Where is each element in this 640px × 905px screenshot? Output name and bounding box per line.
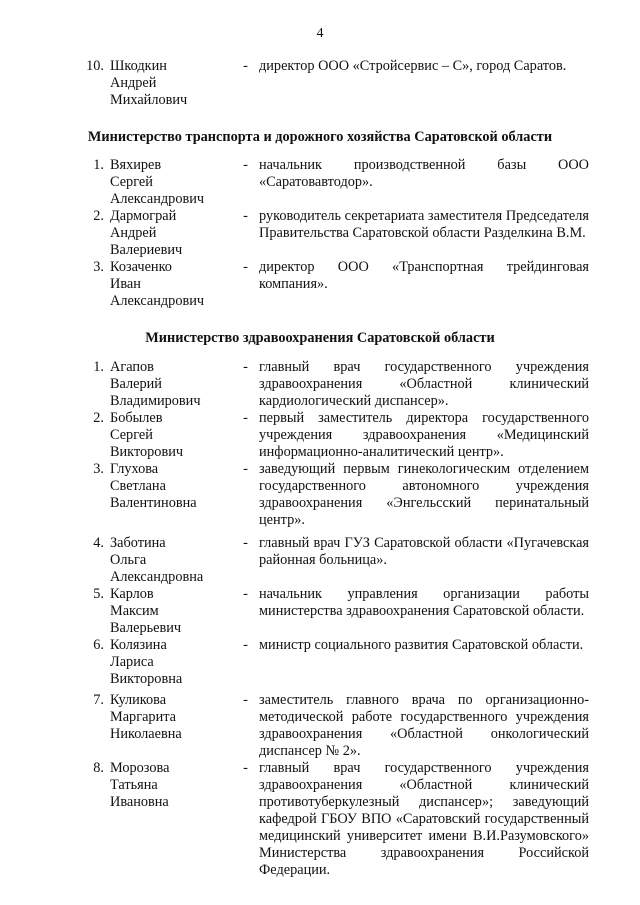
list-item xyxy=(0,535,640,586)
patronymic: Александрович xyxy=(110,293,205,309)
item-number: 3. xyxy=(93,259,104,275)
patronymic: Александровна xyxy=(110,569,204,585)
patronymic: Валериевич xyxy=(110,242,183,258)
item-number: 4. xyxy=(93,535,104,551)
position-description: главный врач ГУЗ Саратовской области «Пугачевская районная больница». xyxy=(259,535,589,568)
list-item xyxy=(0,259,640,310)
person-name xyxy=(110,461,232,512)
position-description: начальник производственной базы ООО «Саратовавтодор». xyxy=(259,157,589,190)
patronymic: Валентиновна xyxy=(110,495,197,511)
list-item xyxy=(0,637,640,688)
first-name: Андрей xyxy=(110,225,157,241)
person-name xyxy=(110,359,232,410)
first-name: Татьяна xyxy=(110,777,158,793)
person-name xyxy=(110,535,232,586)
patronymic: Александрович xyxy=(110,191,205,207)
position-description: министр социального развития Саратовской области. xyxy=(259,637,584,653)
item-number: 6. xyxy=(93,637,104,653)
dash: - xyxy=(243,259,248,275)
surname: Шкодкин xyxy=(110,58,167,74)
list-item xyxy=(0,208,640,259)
first-name: Ольга xyxy=(110,552,147,568)
dash: - xyxy=(243,586,248,602)
surname: Глухова xyxy=(110,461,159,477)
item-number: 1. xyxy=(93,157,104,173)
surname: Козаченко xyxy=(110,259,172,275)
first-name: Лариса xyxy=(110,654,154,670)
dash: - xyxy=(243,58,248,74)
dash: - xyxy=(243,359,248,375)
position-description: заместитель главного врача по организационно-методической работе государственного учреждения здравоохранения «Областной онкологический диспансер № 2». xyxy=(259,692,589,759)
item-number: 3. xyxy=(93,461,104,477)
patronymic: Ивановна xyxy=(110,794,169,810)
position-description: главный врач государственного учреждения здравоохранения «Областной клинический кардиологический диспансер». xyxy=(259,359,589,409)
dash: - xyxy=(243,760,248,776)
position-description: директор ООО «Транспортная трейдинговая компания». xyxy=(259,259,589,292)
first-name: Валерий xyxy=(110,376,162,392)
first-name: Иван xyxy=(110,276,141,292)
position-description: первый заместитель директора государственного учреждения здравоохранения «Медицинский информационно-аналитический центр». xyxy=(259,410,589,460)
surname: Карлов xyxy=(110,586,154,602)
surname: Дармограй xyxy=(110,208,177,224)
person-name xyxy=(110,208,232,259)
surname: Бобылев xyxy=(110,410,163,426)
person-name xyxy=(110,58,232,109)
item-number: 2. xyxy=(93,410,104,426)
dash: - xyxy=(243,535,248,551)
first-name: Максим xyxy=(110,603,159,619)
position-description: начальник управления организации работы министерства здравоохранения Саратовской области. xyxy=(259,586,589,619)
item-number: 2. xyxy=(93,208,104,224)
person-name xyxy=(110,586,232,637)
person-name xyxy=(110,157,232,208)
first-name: Андрей xyxy=(110,75,157,91)
surname: Колязина xyxy=(110,637,167,653)
dash: - xyxy=(243,692,248,708)
position-description: главный врач государственного учреждения здравоохранения «Областной клинический противотуберкулезный диспансер»; заведующий кафедрой ГБОУ ВПО «Саратовский государственный медицинский университет имени В.И.Разумовского» Министерства здравоохранения Российской Федерации. xyxy=(259,760,589,878)
first-name: Маргарита xyxy=(110,709,176,725)
first-name: Сергей xyxy=(110,427,153,443)
person-name xyxy=(110,637,232,688)
dash: - xyxy=(243,157,248,173)
item-number: 10. xyxy=(86,58,104,74)
surname: Заботина xyxy=(110,535,166,551)
item-number: 7. xyxy=(93,692,104,708)
list-item xyxy=(0,58,640,109)
person-name xyxy=(110,410,232,461)
surname: Морозова xyxy=(110,760,170,776)
item-number: 8. xyxy=(93,760,104,776)
document-body xyxy=(0,58,640,879)
patronymic: Валерьевич xyxy=(110,620,182,636)
dash: - xyxy=(243,637,248,653)
list-item xyxy=(0,157,640,208)
patronymic: Николаевна xyxy=(110,726,182,742)
patronymic: Викторович xyxy=(110,444,184,460)
section-health xyxy=(0,330,640,879)
dash: - xyxy=(243,410,248,426)
patronymic: Михайлович xyxy=(110,92,188,108)
surname: Вяхирев xyxy=(110,157,162,173)
list-item xyxy=(0,410,640,461)
person-name xyxy=(110,760,232,811)
list-item xyxy=(0,760,640,879)
surname: Куликова xyxy=(110,692,167,708)
person-name xyxy=(110,692,232,743)
person-name xyxy=(110,259,232,310)
list-item xyxy=(0,692,640,760)
list-item xyxy=(0,461,640,529)
section-transport xyxy=(0,129,640,310)
dash: - xyxy=(243,461,248,477)
item-number: 5. xyxy=(93,586,104,602)
dash: - xyxy=(243,208,248,224)
position-description: руководитель секретариата заместителя Председателя Правительства Саратовской области Разделкина В.М. xyxy=(259,208,589,241)
list-item xyxy=(0,586,640,637)
list-item xyxy=(0,359,640,410)
patronymic: Владимирович xyxy=(110,393,201,409)
page-number: 4 xyxy=(316,26,324,41)
position-description: директор ООО «Стройсервис – С», город Саратов. xyxy=(259,58,567,74)
position-description: заведующий первым гинекологическим отделением государственного автономного учреждения здравоохранения «Энгельсский перинатальный центр». xyxy=(259,461,589,528)
section-continuation xyxy=(0,58,640,109)
section-heading: Министерство здравоохранения Саратовской области xyxy=(145,330,495,346)
item-number: 1. xyxy=(93,359,104,375)
first-name: Светлана xyxy=(110,478,166,494)
surname: Агапов xyxy=(110,359,154,375)
patronymic: Викторовна xyxy=(110,671,183,687)
first-name: Сергей xyxy=(110,174,153,190)
section-heading: Министерство транспорта и дорожного хозяйства Саратовской области xyxy=(87,129,553,145)
